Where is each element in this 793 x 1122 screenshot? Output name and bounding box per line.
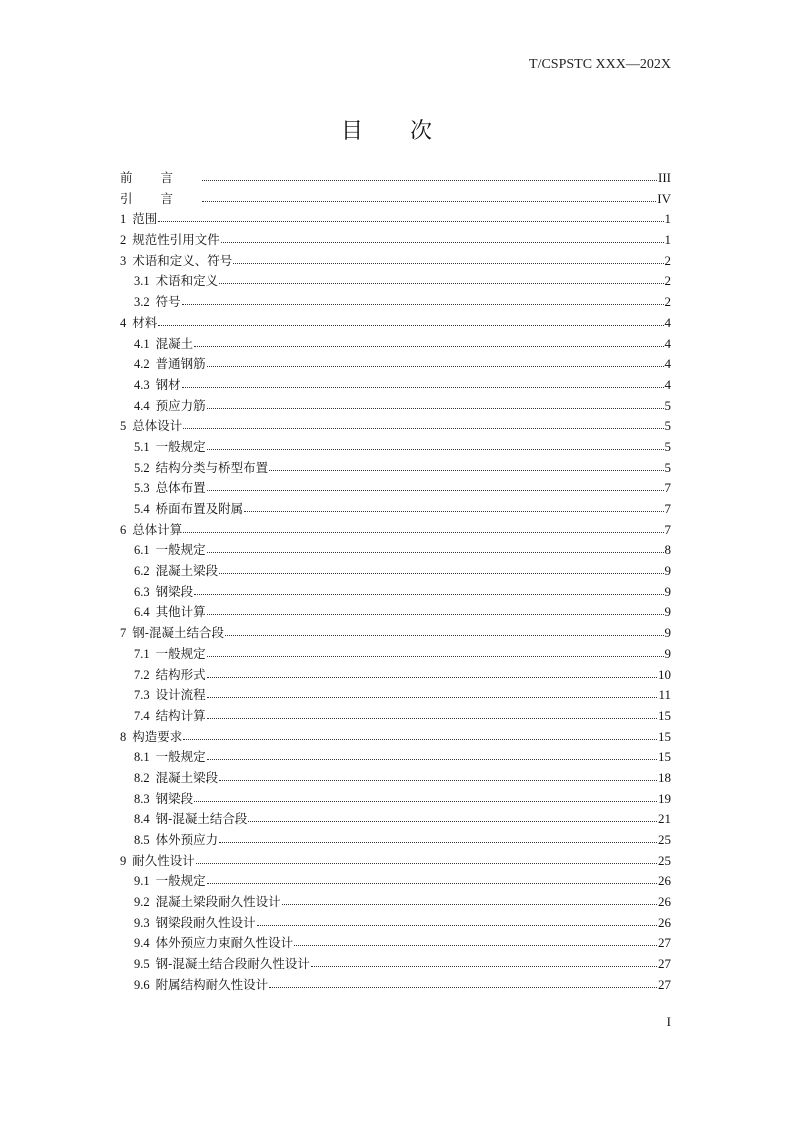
document-code: T/CSPSTC XXX—202X (529, 57, 671, 72)
toc-entry-label (134, 540, 206, 561)
toc-entry-number: 7.1 (134, 646, 150, 661)
toc-entry-title: 结构分类与桥型布置 (155, 459, 269, 475)
toc-entry[interactable] (120, 665, 671, 686)
toc-entry-page: 15 (658, 728, 671, 744)
dot-leader (207, 365, 664, 367)
toc-entry[interactable] (120, 954, 671, 975)
toc-entry-title: 符号 (155, 294, 181, 310)
dot-leader (207, 655, 664, 657)
toc-entry-title: 总体布置 (155, 480, 206, 496)
toc-entry[interactable] (120, 168, 671, 189)
toc-entry-page: 10 (658, 666, 671, 682)
toc-entry-number: 8 (120, 729, 127, 744)
dot-leader (158, 324, 663, 326)
toc-entry-title: 规范性引用文件 (132, 232, 220, 248)
toc-entry[interactable] (120, 561, 671, 582)
toc-entry[interactable] (120, 230, 671, 251)
toc-entry[interactable] (120, 334, 671, 355)
toc-entry-title: 钢梁段 (155, 583, 194, 599)
toc-entry-title: 材料 (132, 314, 158, 330)
toc-entry-title: 范围 (132, 211, 158, 227)
toc-entry-label (134, 954, 310, 975)
toc-entry-page: 1 (664, 232, 671, 248)
toc-entry-label (134, 871, 206, 892)
toc-entry-title: 一般规定 (155, 873, 206, 889)
toc-entry-number: 8.2 (134, 770, 150, 785)
toc-entry-page: 5 (664, 459, 671, 475)
toc-entry-number: 7.2 (134, 667, 150, 682)
toc-entry-label (120, 520, 182, 541)
toc-entry-page: 2 (664, 252, 671, 268)
toc-entry-page: 11 (658, 687, 671, 703)
toc-entry-title: 钢梁段耐久性设计 (155, 914, 256, 930)
toc-entry-title: 体外预应力 (155, 832, 219, 847)
toc-entry-title: 其他计算 (155, 604, 206, 620)
toc-entry-label (120, 623, 224, 644)
toc-entry-page: 15 (658, 749, 671, 765)
toc-entry[interactable] (120, 354, 671, 375)
dot-leader (269, 469, 663, 471)
toc-entry-label (134, 334, 193, 355)
toc-entry[interactable] (120, 933, 671, 954)
toc-entry-title: 结构形式 (155, 666, 206, 682)
toc-entry-label (134, 789, 193, 810)
toc-entry-title: 预应力筋 (155, 397, 206, 413)
dot-leader (207, 758, 657, 760)
dot-leader (269, 986, 657, 988)
toc-entry-number: 2 (120, 233, 127, 248)
toc-entry-page: III (658, 170, 671, 185)
toc-entry-number: 9.2 (134, 895, 150, 910)
toc-entry[interactable] (120, 747, 671, 768)
toc-entry-title: 钢梁段 (155, 790, 194, 806)
dot-leader (194, 345, 663, 347)
toc-entry[interactable] (120, 478, 671, 499)
toc-entry-page: 1 (664, 211, 671, 227)
toc-entry-label (134, 582, 193, 603)
toc-entry-title: 总体计算 (132, 521, 183, 537)
toc-entry-label (120, 313, 157, 334)
toc-entry-number: 4.1 (134, 336, 150, 351)
toc-entry-number: 4.2 (134, 357, 150, 372)
toc-entry-number: 9.3 (134, 915, 150, 930)
dot-leader (183, 738, 657, 740)
toc-entry-number: 5.2 (134, 460, 150, 475)
dot-leader (207, 676, 657, 678)
toc-entry-page: 27 (658, 935, 671, 951)
toc-entry-title: 引言 (120, 190, 202, 206)
toc-entry-number: 3.2 (134, 295, 150, 310)
dot-leader (294, 944, 657, 946)
toc-entry-label (134, 768, 218, 789)
toc-entry-page: 5 (664, 397, 671, 413)
toc-entry-number: 5.3 (134, 481, 150, 496)
dot-leader (207, 717, 657, 719)
toc-entry-number: 3 (120, 253, 127, 268)
toc-entry-label (134, 809, 247, 830)
toc-entry[interactable] (120, 416, 671, 437)
toc-entry[interactable] (120, 871, 671, 892)
toc-entry-number: 7.4 (134, 708, 150, 723)
toc-entry-label (134, 892, 281, 913)
toc-entry-page: 25 (658, 852, 671, 868)
toc-entry-label (134, 975, 268, 996)
toc-entry-title: 体外预应力束耐久性设计 (155, 935, 294, 951)
toc-entry-page: 9 (664, 645, 671, 661)
toc-entry-title: 一般规定 (155, 645, 206, 661)
toc-entry-page: 21 (658, 811, 671, 827)
toc-entry-number: 4.4 (134, 398, 150, 413)
toc-entry-label (120, 230, 220, 251)
dot-leader (196, 862, 657, 864)
dot-leader (219, 572, 663, 574)
toc-entry-page: 2 (664, 294, 671, 310)
toc-entry-title: 术语和定义 (155, 273, 219, 289)
toc-entry[interactable] (120, 313, 671, 334)
toc-entry-page: 7 (664, 521, 671, 537)
toc-entry-number: 1 (120, 212, 127, 227)
toc-entry-page: 4 (664, 356, 671, 372)
toc-entry-page: 19 (658, 790, 671, 806)
toc-entry-label (134, 747, 206, 768)
dot-leader (244, 510, 663, 512)
dot-leader (219, 282, 663, 284)
toc-entry[interactable] (120, 768, 671, 789)
dot-leader (257, 924, 657, 926)
toc-entry-label (134, 830, 218, 851)
toc-entry-number: 8.5 (134, 833, 150, 847)
dot-leader (207, 551, 664, 553)
toc-entry-page: 5 (664, 438, 671, 454)
toc-entry-title: 术语和定义、符号 (132, 252, 233, 268)
toc-entry-label (134, 354, 206, 375)
dot-leader (219, 779, 657, 781)
toc-entry[interactable] (120, 209, 671, 230)
toc-entry[interactable] (120, 623, 671, 644)
toc-entry-label (134, 665, 206, 686)
dot-leader (182, 303, 664, 305)
dot-leader (183, 427, 663, 429)
toc-entry-number: 6.4 (134, 605, 150, 620)
toc-entry[interactable] (120, 789, 671, 810)
toc-entry[interactable] (120, 706, 671, 727)
toc-entry-page: 9 (664, 583, 671, 599)
toc-entry-title: 一般规定 (155, 438, 206, 454)
toc-entry-number: 6.1 (134, 543, 150, 558)
toc-entry-page: 25 (658, 832, 671, 847)
toc-entry-number: 8.1 (134, 750, 150, 765)
toc-entry[interactable] (120, 913, 671, 934)
toc-entry-title: 混凝土 (155, 335, 194, 351)
toc-entry-number: 9.6 (134, 977, 150, 992)
toc-entry-title: 总体设计 (132, 418, 183, 434)
dot-leader (207, 696, 658, 698)
dot-leader (183, 531, 663, 533)
toc-entry[interactable] (120, 540, 671, 561)
toc-entry-page: 4 (664, 314, 671, 330)
toc-entry[interactable] (120, 644, 671, 665)
toc-entry-label (134, 499, 243, 520)
toc-entry-page: 9 (664, 604, 671, 620)
toc-entry-number: 4 (120, 315, 127, 330)
toc-entry-title: 构造要求 (132, 728, 183, 744)
toc-entry[interactable] (120, 375, 671, 396)
toc-entry-page: 26 (658, 873, 671, 889)
toc-entry-title: 普通钢筋 (155, 356, 206, 372)
toc-entry-page: IV (657, 190, 671, 206)
toc-entry-label (134, 913, 256, 934)
toc-entry-label (134, 271, 218, 292)
toc-entry-label (134, 292, 181, 313)
page-number: I (666, 1014, 671, 1029)
toc-entry-label (120, 416, 182, 437)
toc-entry-page: 18 (658, 769, 671, 785)
toc-entry-number: 5.1 (134, 439, 150, 454)
toc-entry-page: 4 (664, 376, 671, 392)
toc-entry-number: 8.3 (134, 791, 150, 806)
toc-entry-page: 7 (664, 480, 671, 496)
toc-entry-label (120, 251, 232, 272)
toc-entry[interactable] (120, 685, 671, 706)
toc-entry-label (134, 644, 206, 665)
toc-entry-page: 15 (658, 707, 671, 723)
toc-entry-page: 27 (658, 956, 671, 972)
toc-entry-label (120, 189, 201, 210)
toc-entry-label (120, 168, 201, 189)
toc-entry-title: 一般规定 (155, 542, 206, 558)
toc-entry[interactable] (120, 809, 671, 830)
toc-entry[interactable] (120, 189, 671, 210)
dot-leader (194, 593, 663, 595)
toc-entry[interactable] (120, 458, 671, 479)
toc-entry[interactable] (120, 830, 671, 851)
toc-entry-title: 混凝土梁段 (155, 563, 219, 579)
toc-entry-page: 7 (664, 501, 671, 516)
toc-entry-number: 9.4 (134, 936, 150, 951)
toc-entry-page: 4 (664, 335, 671, 351)
toc-entry[interactable] (120, 437, 671, 458)
dot-leader (182, 386, 664, 388)
dot-leader (202, 200, 656, 202)
toc-entry-page: 26 (658, 914, 671, 930)
toc-entry[interactable] (120, 251, 671, 272)
toc-entry-label (134, 478, 206, 499)
toc-entry-title: 混凝土梁段 (155, 769, 219, 785)
toc-entry[interactable] (120, 292, 671, 313)
toc-entry-title: 混凝土梁段耐久性设计 (155, 894, 281, 910)
toc-entry-label (134, 561, 218, 582)
toc-entry-number: 6 (120, 522, 127, 537)
dot-leader (233, 262, 663, 264)
toc-entry[interactable] (120, 396, 671, 417)
dot-leader (207, 448, 664, 450)
toc-entry[interactable] (120, 851, 671, 872)
toc-entry-number: 7 (120, 626, 127, 641)
toc-entry-title: 钢-混凝土结合段 (132, 625, 224, 641)
toc-entry-title: 钢材 (155, 376, 181, 392)
toc-entry[interactable] (120, 975, 671, 996)
toc-entry-label (120, 851, 195, 872)
toc-entry-label (120, 727, 182, 748)
dot-leader (207, 489, 664, 491)
toc-entry-number: 9.1 (134, 874, 150, 889)
toc-entry-label (134, 933, 293, 954)
toc-entry-page: 9 (664, 625, 671, 641)
toc-entry[interactable] (120, 892, 671, 913)
toc-entry-label (134, 396, 206, 417)
page-title: 目 次 (341, 119, 452, 144)
dot-leader (282, 903, 657, 905)
toc-entry-number: 9 (120, 853, 127, 868)
dot-leader (207, 882, 657, 884)
toc-entry-title: 桥面布置及附属 (155, 501, 244, 516)
toc-entry-title: 前言 (120, 170, 202, 185)
dot-leader (219, 841, 657, 843)
toc-entry-title: 一般规定 (155, 749, 206, 765)
toc-entry-number: 4.3 (134, 377, 150, 392)
toc-entry-number: 5 (120, 419, 127, 434)
table-of-contents (120, 168, 671, 996)
toc-entry-label (134, 602, 206, 623)
toc-entry-page: 27 (658, 976, 671, 992)
dot-leader (248, 820, 657, 822)
toc-entry-page: 5 (664, 418, 671, 434)
toc-entry[interactable] (120, 499, 671, 520)
toc-entry-number: 5.4 (134, 502, 150, 516)
dot-leader (225, 634, 664, 636)
toc-entry-number: 9.5 (134, 957, 150, 972)
toc-entry[interactable] (120, 520, 671, 541)
dot-leader (207, 613, 664, 615)
toc-entry-label (134, 706, 206, 727)
toc-entry-number: 6.3 (134, 584, 150, 599)
toc-entry[interactable] (120, 602, 671, 623)
toc-entry-title: 钢-混凝土结合段耐久性设计 (155, 956, 310, 972)
dot-leader (207, 407, 664, 409)
dot-leader (221, 241, 664, 243)
toc-entry-page: 8 (664, 542, 671, 558)
dot-leader (311, 965, 657, 967)
toc-entry-page: 2 (664, 273, 671, 289)
toc-entry-title: 结构计算 (155, 707, 206, 723)
toc-entry-title: 耐久性设计 (132, 852, 195, 868)
toc-entry-label (134, 458, 268, 479)
toc-entry-title: 附属结构耐久性设计 (155, 976, 269, 992)
toc-entry-label (134, 375, 181, 396)
dot-leader (194, 800, 657, 802)
dot-leader (158, 220, 663, 222)
toc-entry-number: 7.3 (134, 688, 150, 703)
toc-entry-page: 9 (664, 563, 671, 579)
toc-entry-label (120, 209, 157, 230)
toc-entry-number: 8.4 (134, 812, 150, 827)
toc-entry[interactable] (120, 271, 671, 292)
dot-leader (202, 179, 657, 181)
toc-entry-label (134, 685, 206, 706)
toc-entry-title: 钢-混凝土结合段 (155, 811, 248, 827)
toc-entry-number: 6.2 (134, 564, 150, 579)
toc-entry[interactable] (120, 582, 671, 603)
toc-entry-title: 设计流程 (155, 687, 206, 703)
toc-entry-label (134, 437, 206, 458)
toc-entry-page: 26 (658, 894, 671, 910)
toc-entry-number: 3.1 (134, 274, 150, 289)
toc-entry[interactable] (120, 727, 671, 748)
